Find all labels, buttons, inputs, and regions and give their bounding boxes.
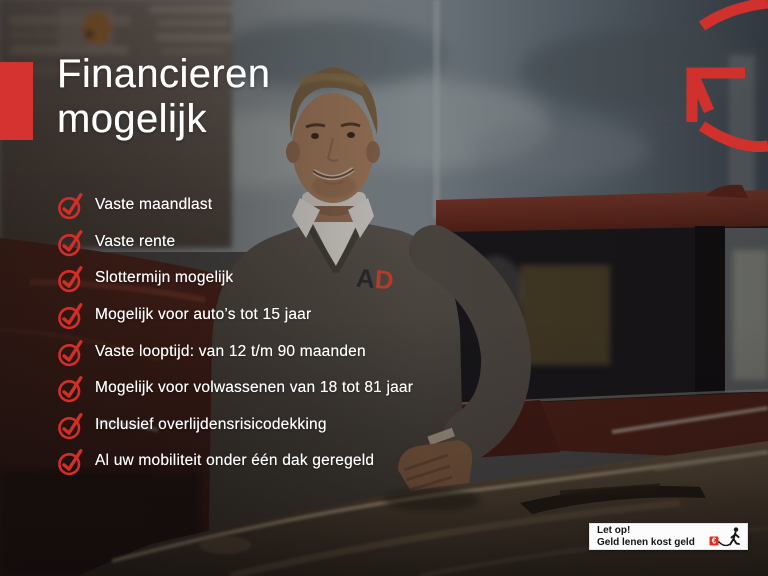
walking-person-icon [730, 527, 739, 544]
benefits-list [57, 187, 413, 480]
check-circle-icon [56, 336, 85, 368]
credit-warning-badge [589, 523, 748, 550]
check-circle-icon [56, 263, 85, 295]
check-circle-icon [56, 226, 85, 258]
page-title [57, 52, 270, 142]
benefit-text: Mogelijk voor auto’s tot 15 jaar [95, 306, 312, 324]
sweater-logo-letter-a: A [355, 262, 376, 294]
benefit-item [57, 443, 413, 480]
check-circle-icon [56, 446, 85, 478]
benefit-text: Al uw mobiliteit onder één dak geregeld [95, 452, 375, 470]
benefit-item [57, 187, 413, 224]
benefit-item [57, 224, 413, 261]
check-circle-icon [56, 299, 85, 331]
benefit-text: Vaste maandlast [95, 196, 213, 214]
benefit-text: Vaste rente [95, 232, 176, 250]
euro-symbol: € [711, 536, 717, 546]
sweater-logo-letter-d: D [373, 264, 395, 296]
benefit-item [57, 407, 413, 444]
credit-warning-line1: Let op! [597, 525, 631, 536]
benefit-item [57, 333, 413, 370]
benefit-text: Slottermijn mogelijk [95, 269, 234, 287]
benefit-text: Inclusief overlijdensrisicodekking [95, 415, 327, 433]
benefit-item [57, 370, 413, 407]
money-drag-euro-icon [709, 526, 743, 548]
credit-warning-line2: Geld lenen kost geld [597, 536, 695, 548]
page-title-line2: mogelijk [57, 97, 207, 141]
benefit-text: Mogelijk voor volwassenen van 18 tot 81 jaar [95, 379, 414, 397]
benefit-text: Vaste looptijd: van 12 t/m 90 maanden [95, 342, 366, 360]
check-circle-icon [56, 409, 85, 441]
credit-warning-text [597, 525, 709, 548]
brand-logo-mark [660, 0, 768, 155]
benefit-item [57, 297, 413, 334]
check-circle-icon [56, 189, 85, 221]
accent-block [0, 62, 33, 140]
check-circle-icon [56, 372, 85, 404]
page-title-line1: Financieren [57, 52, 271, 96]
benefit-item [57, 260, 413, 297]
